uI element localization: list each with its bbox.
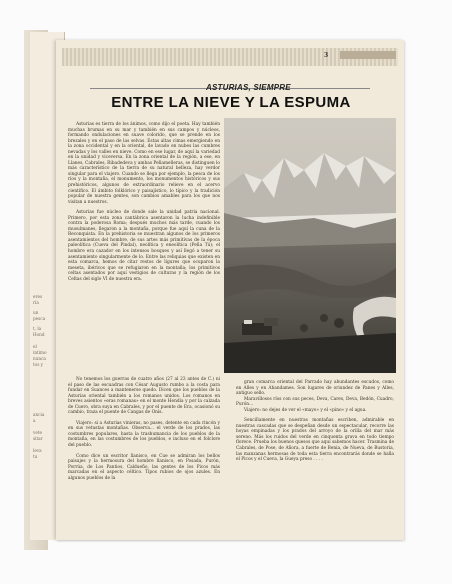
paragraph: gran comarca oriental del Parrado hay abundantes escudos, como en Alles y en Abandames. Son lugares de oriundez de Panes y Alles, antiguo sello. bbox=[236, 380, 394, 397]
mountain-photo bbox=[224, 118, 396, 373]
left-fragment: vete bbox=[33, 430, 43, 435]
left-fragment: nunca bbox=[33, 356, 46, 361]
paragraph: Asturias fue núcleo de donde sale la unidad patria nacional. Primero, por esta zona cantábrica asentaron la lucha indefinible contra la poderosa Roma; después muchos más tarde, cuando los musulmanes, llegaron a la montaña, porque fue aquí la cuna de la Reconquista. En la prehistoria se muestran algunos de los primeros asentamientos del hombre, de sus artes más primitivas de la época paleolítica (Cueva del Pindal), neolítica y eneolítica (Peña Tú); el hombre era cazador en los intensos bosques y así llegó a tener su asentamiento singularmente de lo. Entre las reliquias que existen en esta comarca, hemos de citar restos de lígures que ocuparon la meseta, ibéricos que se refugiaron en la montaña; los primitivos celtas asentados por aquí vestigios de culturas y la región de los Celtas del siglo VI de nuestra era. bbox=[68, 210, 220, 282]
article-column-1 bbox=[68, 122, 220, 282]
paragraph: Sencillamente en nuestras montañas escriben, admirable en nuestras cascadas que se despeñan desde un espectacular, recorre las hoyas empinadas y los prados del arroyo de la orilla del mar más sereno. Más los ruidos del verde en cinquenta grava en todo tiempo florece. Prueba los buenos quesos que aquí sabemos hacer. Trasmina de Cabrales, de Pose, de Añora, a fuerte de Benia, de Nueva, de Bustoria, las manzanas hermosas de toda esta tierra encontrarás donde se halla el Picos y el Cueva, la Gueya preso . . . . bbox=[236, 418, 394, 463]
left-fragment: Hond bbox=[33, 332, 45, 337]
left-fragment: el bbox=[33, 344, 37, 349]
left-fragment: ancia bbox=[33, 412, 45, 417]
paragraph: Maravillosos ríos con sus peces, Deva, Cares, Deva, Bedón, Cuadro, Purón... bbox=[236, 396, 394, 408]
page-number: 3 bbox=[324, 52, 329, 59]
left-fragment: leva bbox=[33, 448, 42, 453]
left-fragment: intimo bbox=[33, 350, 47, 355]
article-column-2-lower bbox=[236, 380, 394, 463]
left-fragment: a bbox=[33, 418, 36, 423]
paragraph: Como dice un escritor llanisco, en Cue se admiran los bellos paisajes y la hermosura del hombre llanisco, en Posada, Purón, Porrúa, de Los Pantios, Caldueño, las gentes de los Picos más marcadas en el aspecto céltico. Tipos rubios de ojos azules. En algunos pueblos de la bbox=[68, 453, 220, 481]
kicker: ASTURIAS, SIEMPRE bbox=[206, 83, 291, 92]
paragraph: No tenemos los guerras de cuatro años (27 al 23 antes de C.) ni el paso de las escuadras con César Augusto rumbo a la costa para fundar en Suances a mantenerse quedo. Dicen que los pueblos de la Asturias oriental también a los romanos unidos. Los romanos en breves asientos «eras romanas» en el monte Hendía y por la calzada de Cuero, obra suya en Cabrales, y por el puente de Era, ocasionó su cambio, traza el puente de Cangas de Onís. bbox=[68, 377, 220, 416]
header-block bbox=[340, 51, 396, 59]
left-fragment: pesca bbox=[33, 316, 46, 321]
headline: ENTRE LA NIEVE Y LA ESPUMA bbox=[111, 94, 351, 111]
paragraph: Asturias es tierra de los ánimos, como dijo el poeta. Hay también muchas brumas en su mar y también en sus campos y núcleos, formando ondulaciones en suave colorido, que se prende en los brezales y en el paso de las selvas. Estas altas cimas emergiendo en la zona occidental y en la oriental, de lavado en nubes las cumbres nevadas y los valles en nieve. Como en ese lugar, de aquí la variedad en la unidad y viceversa. En la zona oriental de la región, a ese, en Llanes, Cabrales, Ribadedeva y ambas Peñamelleras, se distinguen lo más característico de la tierra de su natural belleza, hay verdor singular para el viajero. Cuando se llega por ejemplo, la pesca de los ríos y la montaña, el monumento, los monumentos históricos y sus prehistóricos, algunos de extraordinario relieve en el acervo científico. El ámbito folklórico y paisajístico, lo típico y la tradición popular de nuestra gentes, son cambios amables para los que nos visitan a nuestros. bbox=[68, 122, 220, 205]
paragraph: Viajero: si a Asturias vinieras, no pases, detente en cada rincón y en sus vetustas montañas. Observa... el verde de los prados, las costumbres populares, hasta la trashumancia de los pueblos de la montaña, en las costumbres de los pueblos, e incluso en el folclore del pueblo. bbox=[68, 420, 220, 449]
article-column-1-lower bbox=[68, 377, 220, 481]
left-fragment: tos y bbox=[33, 362, 44, 367]
left-fragment: sitar bbox=[33, 436, 43, 441]
left-fragment: un bbox=[33, 310, 39, 315]
paragraph: Viajero: no dejes de ver el «mayo» y el «pino» y el agua. bbox=[244, 407, 367, 413]
left-fragment: eres bbox=[33, 294, 43, 299]
left-fragment: tu bbox=[33, 454, 38, 459]
left-fragment: t, la bbox=[33, 326, 42, 331]
magazine-page bbox=[56, 40, 404, 540]
left-fragment: ría bbox=[33, 300, 39, 305]
